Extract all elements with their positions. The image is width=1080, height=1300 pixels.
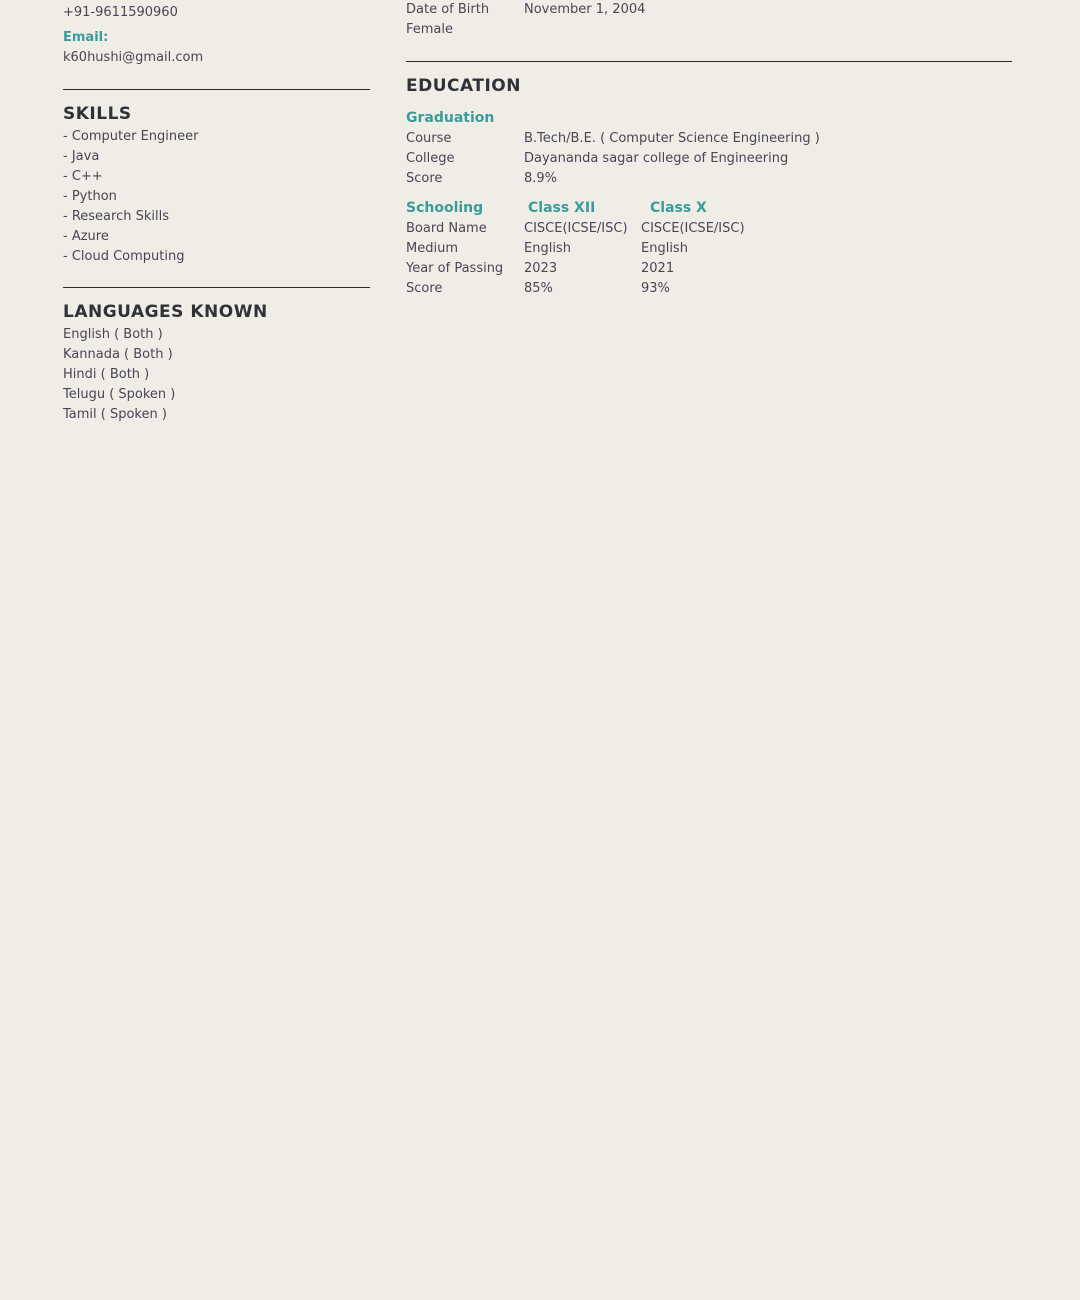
class-xii-header: Class XII xyxy=(528,200,596,216)
dob-label: Date of Birth xyxy=(406,2,490,17)
divider xyxy=(63,89,370,90)
row-label: College xyxy=(406,151,455,166)
language-item: Kannada ( Both ) xyxy=(63,347,173,362)
gender-value: Female xyxy=(406,22,454,37)
row-label: Board Name xyxy=(406,221,487,236)
row-value: B.Tech/B.E. ( Computer Science Engineering ) xyxy=(524,131,820,146)
schooling-title: Schooling xyxy=(406,200,484,216)
dob-row xyxy=(406,0,1006,20)
class-x-value: CISCE(ICSE/ISC) xyxy=(641,221,745,236)
education-title: EDUCATION xyxy=(406,76,521,96)
graduation-row xyxy=(406,169,1012,188)
class-xii-value: CISCE(ICSE/ISC) xyxy=(524,221,628,236)
graduation-row xyxy=(406,149,1012,169)
language-item: Telugu ( Spoken ) xyxy=(63,387,176,402)
divider xyxy=(63,287,370,288)
skill-item: - Research Skills xyxy=(63,209,169,224)
row-label: Score xyxy=(406,171,443,186)
row-label: Year of Passing xyxy=(406,261,504,276)
language-item: Tamil ( Spoken ) xyxy=(63,407,167,422)
row-value: 8.9% xyxy=(524,171,558,186)
language-item: Hindi ( Both ) xyxy=(63,367,150,382)
language-item: English ( Both ) xyxy=(63,327,163,342)
class-x-value: 93% xyxy=(641,281,670,296)
email-value: k60hushi@gmail.com xyxy=(63,50,204,65)
class-xii-value: 85% xyxy=(524,281,553,296)
graduation-table xyxy=(406,129,1012,188)
skill-item: - C++ xyxy=(63,169,103,184)
class-xii-value: English xyxy=(524,241,571,256)
schooling-header xyxy=(406,198,1012,218)
row-label: Score xyxy=(406,281,443,296)
skill-item: - Computer Engineer xyxy=(63,129,199,144)
skills-title: SKILLS xyxy=(63,104,132,124)
schooling-row xyxy=(406,219,1012,239)
row-label: Course xyxy=(406,131,452,146)
languages-title: LANGUAGES KNOWN xyxy=(63,302,268,322)
class-x-value: English xyxy=(641,241,688,256)
phone-number: +91-9611590960 xyxy=(63,5,178,20)
skills-list xyxy=(63,127,198,267)
graduation-title: Graduation xyxy=(406,110,495,126)
schooling-table xyxy=(406,219,1012,299)
divider xyxy=(406,61,1012,62)
row-value: Dayananda sagar college of Engineering xyxy=(524,151,789,166)
languages-list xyxy=(63,325,175,425)
class-x-value: 2021 xyxy=(641,261,675,276)
class-x-header: Class X xyxy=(650,200,707,216)
schooling-row xyxy=(406,279,1012,299)
skill-item: - Java xyxy=(63,149,100,164)
row-label: Medium xyxy=(406,241,458,256)
class-xii-value: 2023 xyxy=(524,261,558,276)
graduation-row xyxy=(406,129,1012,149)
skill-item: - Azure xyxy=(63,229,109,244)
skill-item: - Cloud Computing xyxy=(63,249,185,264)
email-label: Email: xyxy=(63,30,109,45)
schooling-row xyxy=(406,239,1012,259)
skill-item: - Python xyxy=(63,189,117,204)
dob-value: November 1, 2004 xyxy=(524,2,646,17)
schooling-row xyxy=(406,259,1012,279)
